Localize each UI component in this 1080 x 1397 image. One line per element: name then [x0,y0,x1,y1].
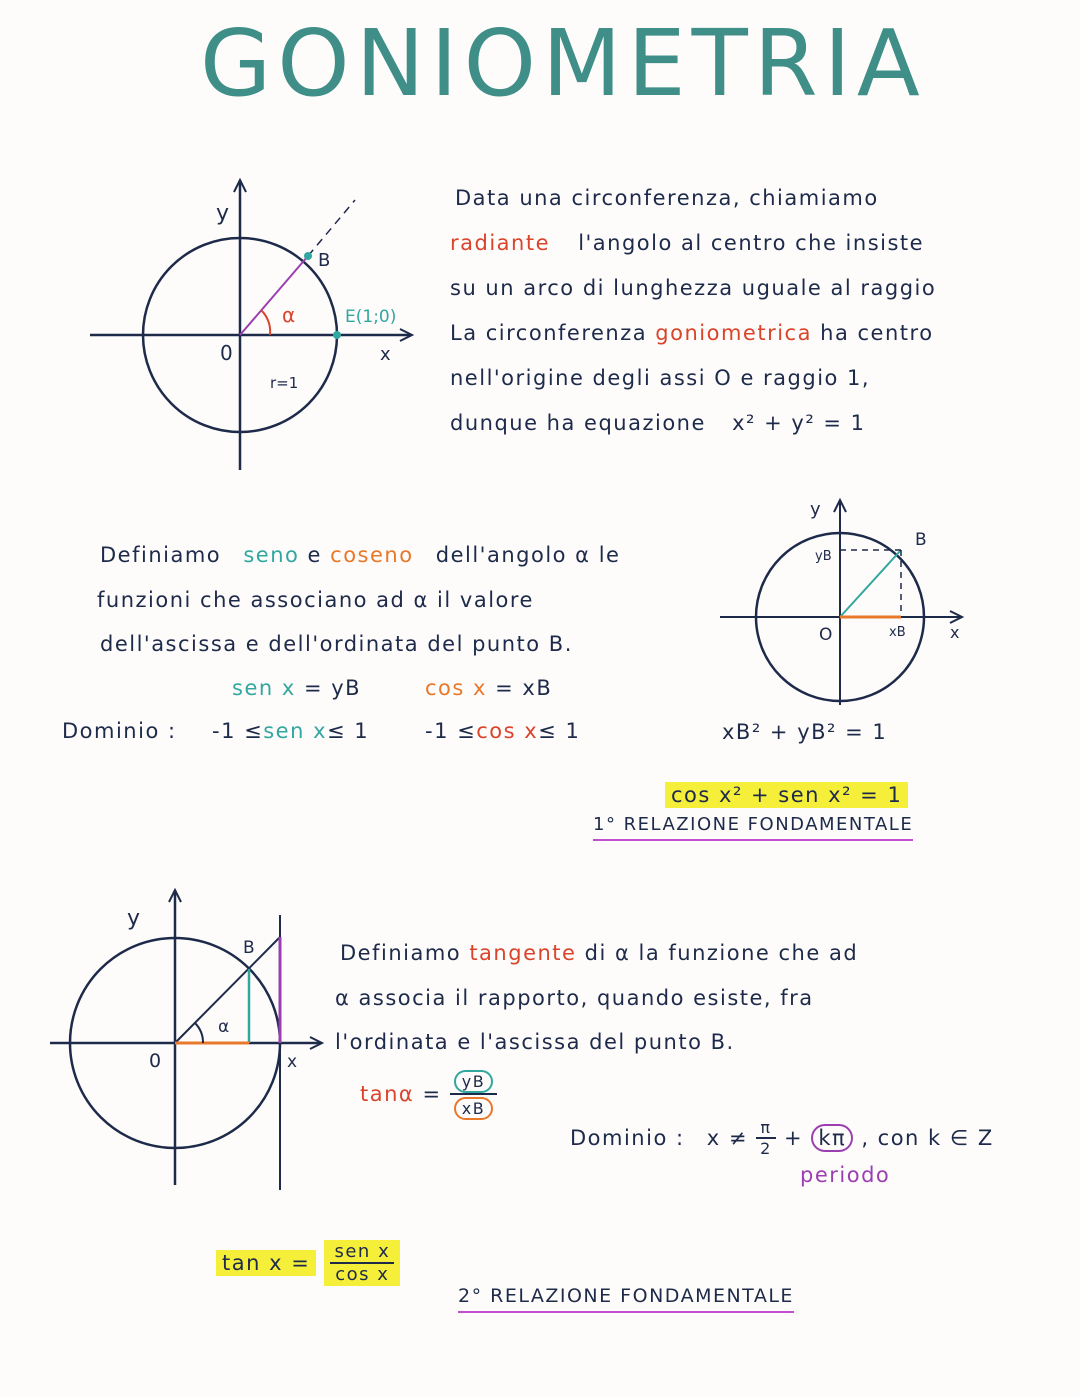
dashed-extension [308,200,355,256]
xb-label: xB [889,625,906,640]
tangent-line-1-pre: Definiamo [340,941,462,965]
alpha-arc [261,310,270,335]
sincos-line-1 [100,543,620,567]
goniometrica-term: goniometrica [655,321,812,345]
sen-domain-func: sen x [263,719,327,743]
point-e-dot [333,331,341,339]
tangent-line-2: α associa il rapporto, quando esiste, fra [335,986,814,1010]
origin-label: O [819,625,833,645]
tan-label: tanα [360,1082,415,1106]
x-label: x [950,623,960,642]
sen-equals: = yB [303,676,362,700]
intro-line-6 [450,411,866,435]
sen-domain-lower: -1 ≤ [212,719,264,743]
first-relation-highlight: cos x² + sen x² = 1 [665,782,908,808]
alpha-arc [195,1023,203,1043]
domain-label: Dominio : [62,719,177,743]
tan-denominator [450,1095,497,1120]
intro-line-2-rest: l'angolo al centro che insiste [578,231,925,255]
point-b-label: B [915,530,927,550]
first-relation-label: 1° RELAZIONE FONDAMENTALE [593,814,913,841]
tan-definition [360,1068,497,1120]
pi-over-two [756,1118,776,1158]
intro-line-2 [450,231,924,255]
two-denominator: 2 [760,1139,772,1158]
second-relation-formula [216,1240,400,1286]
sen-domain-upper: ≤ 1 [327,719,370,743]
tan-domain-plus: + [784,1126,804,1150]
intro-line-4-post: ha centro [820,321,934,345]
tan-numerator [450,1068,497,1095]
xb-circled: xB [454,1097,493,1120]
tan-domain-x: x ≠ [706,1126,748,1150]
origin-label: 0 [220,341,233,365]
sincos-line-1-post: dell'angolo α le [435,543,621,567]
sincos-line-1-pre: Definiamo [100,543,222,567]
point-b-label: B [318,250,331,271]
origin-label: 0 [149,1050,162,1072]
tan-fraction [450,1068,497,1120]
tan-equals: = [422,1082,442,1106]
y-label: y [216,201,230,226]
second-relation-num: sen x [330,1241,394,1264]
second-relation-fraction [324,1240,400,1286]
yb-circled: yB [454,1070,493,1093]
cos-domain [425,719,580,743]
tan-domain-label: Dominio : [570,1126,685,1150]
page-title: GONIOMETRIA [200,10,926,117]
tangent-diagram [45,885,330,1195]
tangent-line-1 [340,941,858,965]
sen-label: sen x [232,676,296,700]
tangent-line-1-post: di α la funzione che ad [584,941,859,965]
sincos-line-2: funzioni che associano ad α il valore [97,588,534,612]
intro-line-3: su un arco di lunghezza uguale al raggio [450,276,937,300]
radius-line [840,550,901,617]
sen-domain [212,719,369,743]
intro-line-1: Data una circonferenza, chiamiamo [455,186,879,210]
intro-line-6-pre: dunque ha equazione [450,411,706,435]
radiante-term: radiante [450,231,550,255]
cos-label: cos x [425,676,487,700]
tan-domain-post: , con k ∈ Z [861,1126,994,1150]
radius-line [240,256,308,335]
first-relation-formula [665,783,908,807]
cos-domain-func: cos x [476,719,539,743]
alpha-label: α [282,303,296,327]
tangente-term: tangente [469,941,577,965]
sincos-equation: xB² + yB² = 1 [722,720,888,744]
y-label: y [127,906,141,931]
yb-label: yB [815,549,832,564]
point-e-label: E(1;0) [345,307,397,327]
coseno-term: coseno [330,543,414,567]
sincos-line-3: dell'ascissa e dell'ordinata del punto B. [100,632,573,656]
sincos-diagram [715,490,975,710]
x-label: x [380,344,391,365]
second-relation-lhs: tan x = [216,1250,316,1276]
period-label: periodo [800,1163,891,1187]
intro-line-4 [450,321,934,345]
pi-numerator: π [756,1118,776,1139]
circle-equation: x² + y² = 1 [732,411,866,435]
tan-domain [570,1118,994,1158]
second-relation-label: 2° RELAZIONE FONDAMENTALE [458,1285,794,1313]
y-label: y [810,499,821,520]
radius-label: r=1 [270,374,299,392]
point-b-label: B [243,938,255,958]
unit-circle-diagram [80,170,440,480]
point-b-dot [304,252,312,260]
seno-term: seno [243,543,300,567]
x-label: x [287,1052,298,1072]
cos-definition [425,676,552,700]
sincos-and: e [307,543,322,567]
cos-domain-upper: ≤ 1 [538,719,581,743]
cos-domain-lower: -1 ≤ [425,719,477,743]
intro-line-4-pre: La circonferenza [450,321,648,345]
kpi-circled: kπ [811,1124,853,1152]
second-relation-den: cos x [335,1264,390,1285]
intro-line-5: nell'origine degli assi O e raggio 1, [450,366,871,390]
sen-definition [232,676,361,700]
tangent-line-3: l'ordinata e l'ascissa del punto B. [335,1030,735,1054]
cos-equals: = xB [495,676,553,700]
alpha-label: α [218,1017,230,1037]
